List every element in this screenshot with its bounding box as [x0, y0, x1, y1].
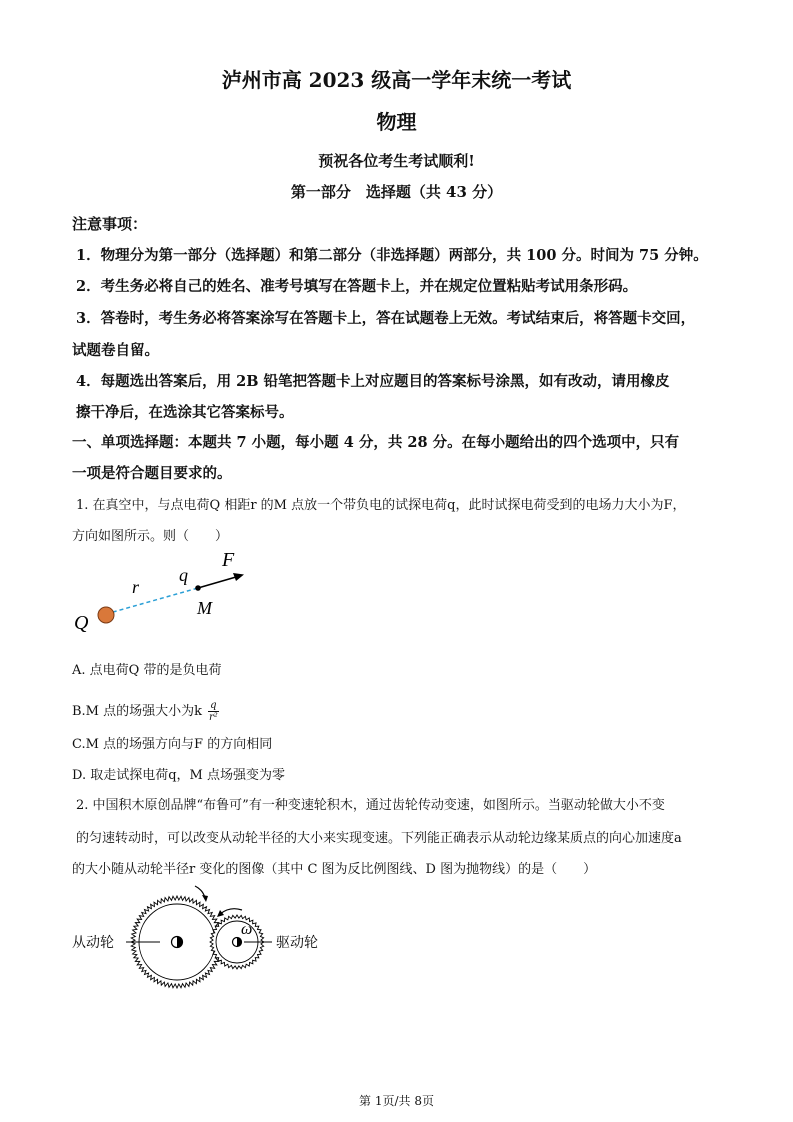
- q1-label-M: M: [197, 598, 212, 618]
- page-number: 第 1页/共 8页: [359, 1094, 434, 1108]
- notice-item-4-line2: 擦干净后，在选涂其它答案标号。: [76, 404, 294, 421]
- q1-label-F: F: [222, 549, 235, 571]
- q2-omega-label: ω: [241, 921, 253, 938]
- q1-option-B: [72, 700, 219, 723]
- exam-title: 泸州市高 2023 级高一学年末统一考试: [221, 68, 572, 92]
- q1-option-B-prefix: B.M 点的场强大小为k: [72, 704, 203, 719]
- q2-stem-line1: 2. 中国积木原创品牌“布鲁可”有一种变速轮积木，通过齿轮传动变速，如图所示。当驱动轮做大小不变: [76, 798, 665, 813]
- q1-option-D: D. 取走试探电荷q，M 点场强变为零: [72, 768, 285, 783]
- q1-figure: [60, 540, 270, 640]
- q2-driven-label: 从动轮: [72, 936, 114, 951]
- notice-item-1: 1．物理分为第一部分（选择题）和第二部分（非选择题）两部分，共 100 分。时间为 75 分钟。: [76, 247, 708, 264]
- notice-item-3-line1: 3．答卷时，考生务必将答案涂写在答题卡上，答在试题卷上无效。考试结束后，将答题卡交回，: [76, 310, 696, 327]
- notice-heading: 注意事项：: [72, 215, 148, 233]
- notice-item-2: 2．考生务必将自己的姓名、准考号填写在答题卡上，并在规定位置粘贴考试用条形码。: [76, 278, 638, 295]
- wish-text: 预祝各位考生考试顺利!: [318, 152, 475, 170]
- q1-charge-Q: [98, 607, 114, 623]
- q1-label-r: r: [132, 577, 140, 597]
- q2-stem-line2: 的匀速转动时，可以改变从动轮半径的大小来实现变速。下列能正确表示从动轮边缘某质点的向心加速度a: [76, 831, 682, 846]
- q1-option-B-fraction: [208, 700, 218, 723]
- q2-driver-rotation-arrowhead: [217, 910, 224, 917]
- notice-item-4-line1: 4．每题选出答案后，用 2B 铅笔把答题卡上对应题目的答案标号涂黑，如有改动，请用橡皮: [76, 373, 670, 390]
- q1-option-B-denominator: r²: [208, 712, 218, 723]
- subject-title: 物理: [376, 110, 417, 134]
- q1-option-B-numerator: q: [210, 700, 217, 711]
- q2-driven-rotation-arrowhead: [202, 895, 208, 902]
- q1-force-arrow: [198, 577, 236, 588]
- section1-line1: 一、单项选择题：本题共 7 小题，每小题 4 分，共 28 分。在每小题给出的四个选项中，只有: [72, 434, 680, 451]
- q1-stem-line2: 方向如图所示。则（ ）: [72, 529, 229, 544]
- part-title: 第一部分 选择题（共 43 分）: [290, 183, 503, 201]
- q1-label-q: q: [179, 565, 188, 585]
- q2-driver-rotation-arrow: [220, 909, 242, 914]
- q1-label-Q: Q: [74, 612, 89, 634]
- q1-option-A: A. 点电荷Q 带的是负电荷: [72, 663, 222, 678]
- q2-driver-label: 驱动轮: [276, 936, 318, 951]
- q1-distance-line: [106, 588, 198, 614]
- q2-figure: [60, 880, 360, 1005]
- q1-force-arrowhead: [233, 573, 244, 581]
- q1-stem-line1: 1. 在真空中，与点电荷Q 相距r 的M 点放一个带负电的试探电荷q，此时试探电荷受到的电场力大小为F，: [76, 498, 686, 513]
- section1-line2: 一项是符合题目要求的。: [72, 465, 232, 482]
- notice-item-3-line2: 试题卷自留。: [72, 342, 159, 359]
- q1-option-C: C.M 点的场强方向与F 的方向相同: [72, 737, 273, 752]
- q2-stem-line3: 的大小随从动轮半径r 变化的图像（其中 C 图为反比例图线、D 图为抛物线）的是（ ）: [72, 862, 597, 877]
